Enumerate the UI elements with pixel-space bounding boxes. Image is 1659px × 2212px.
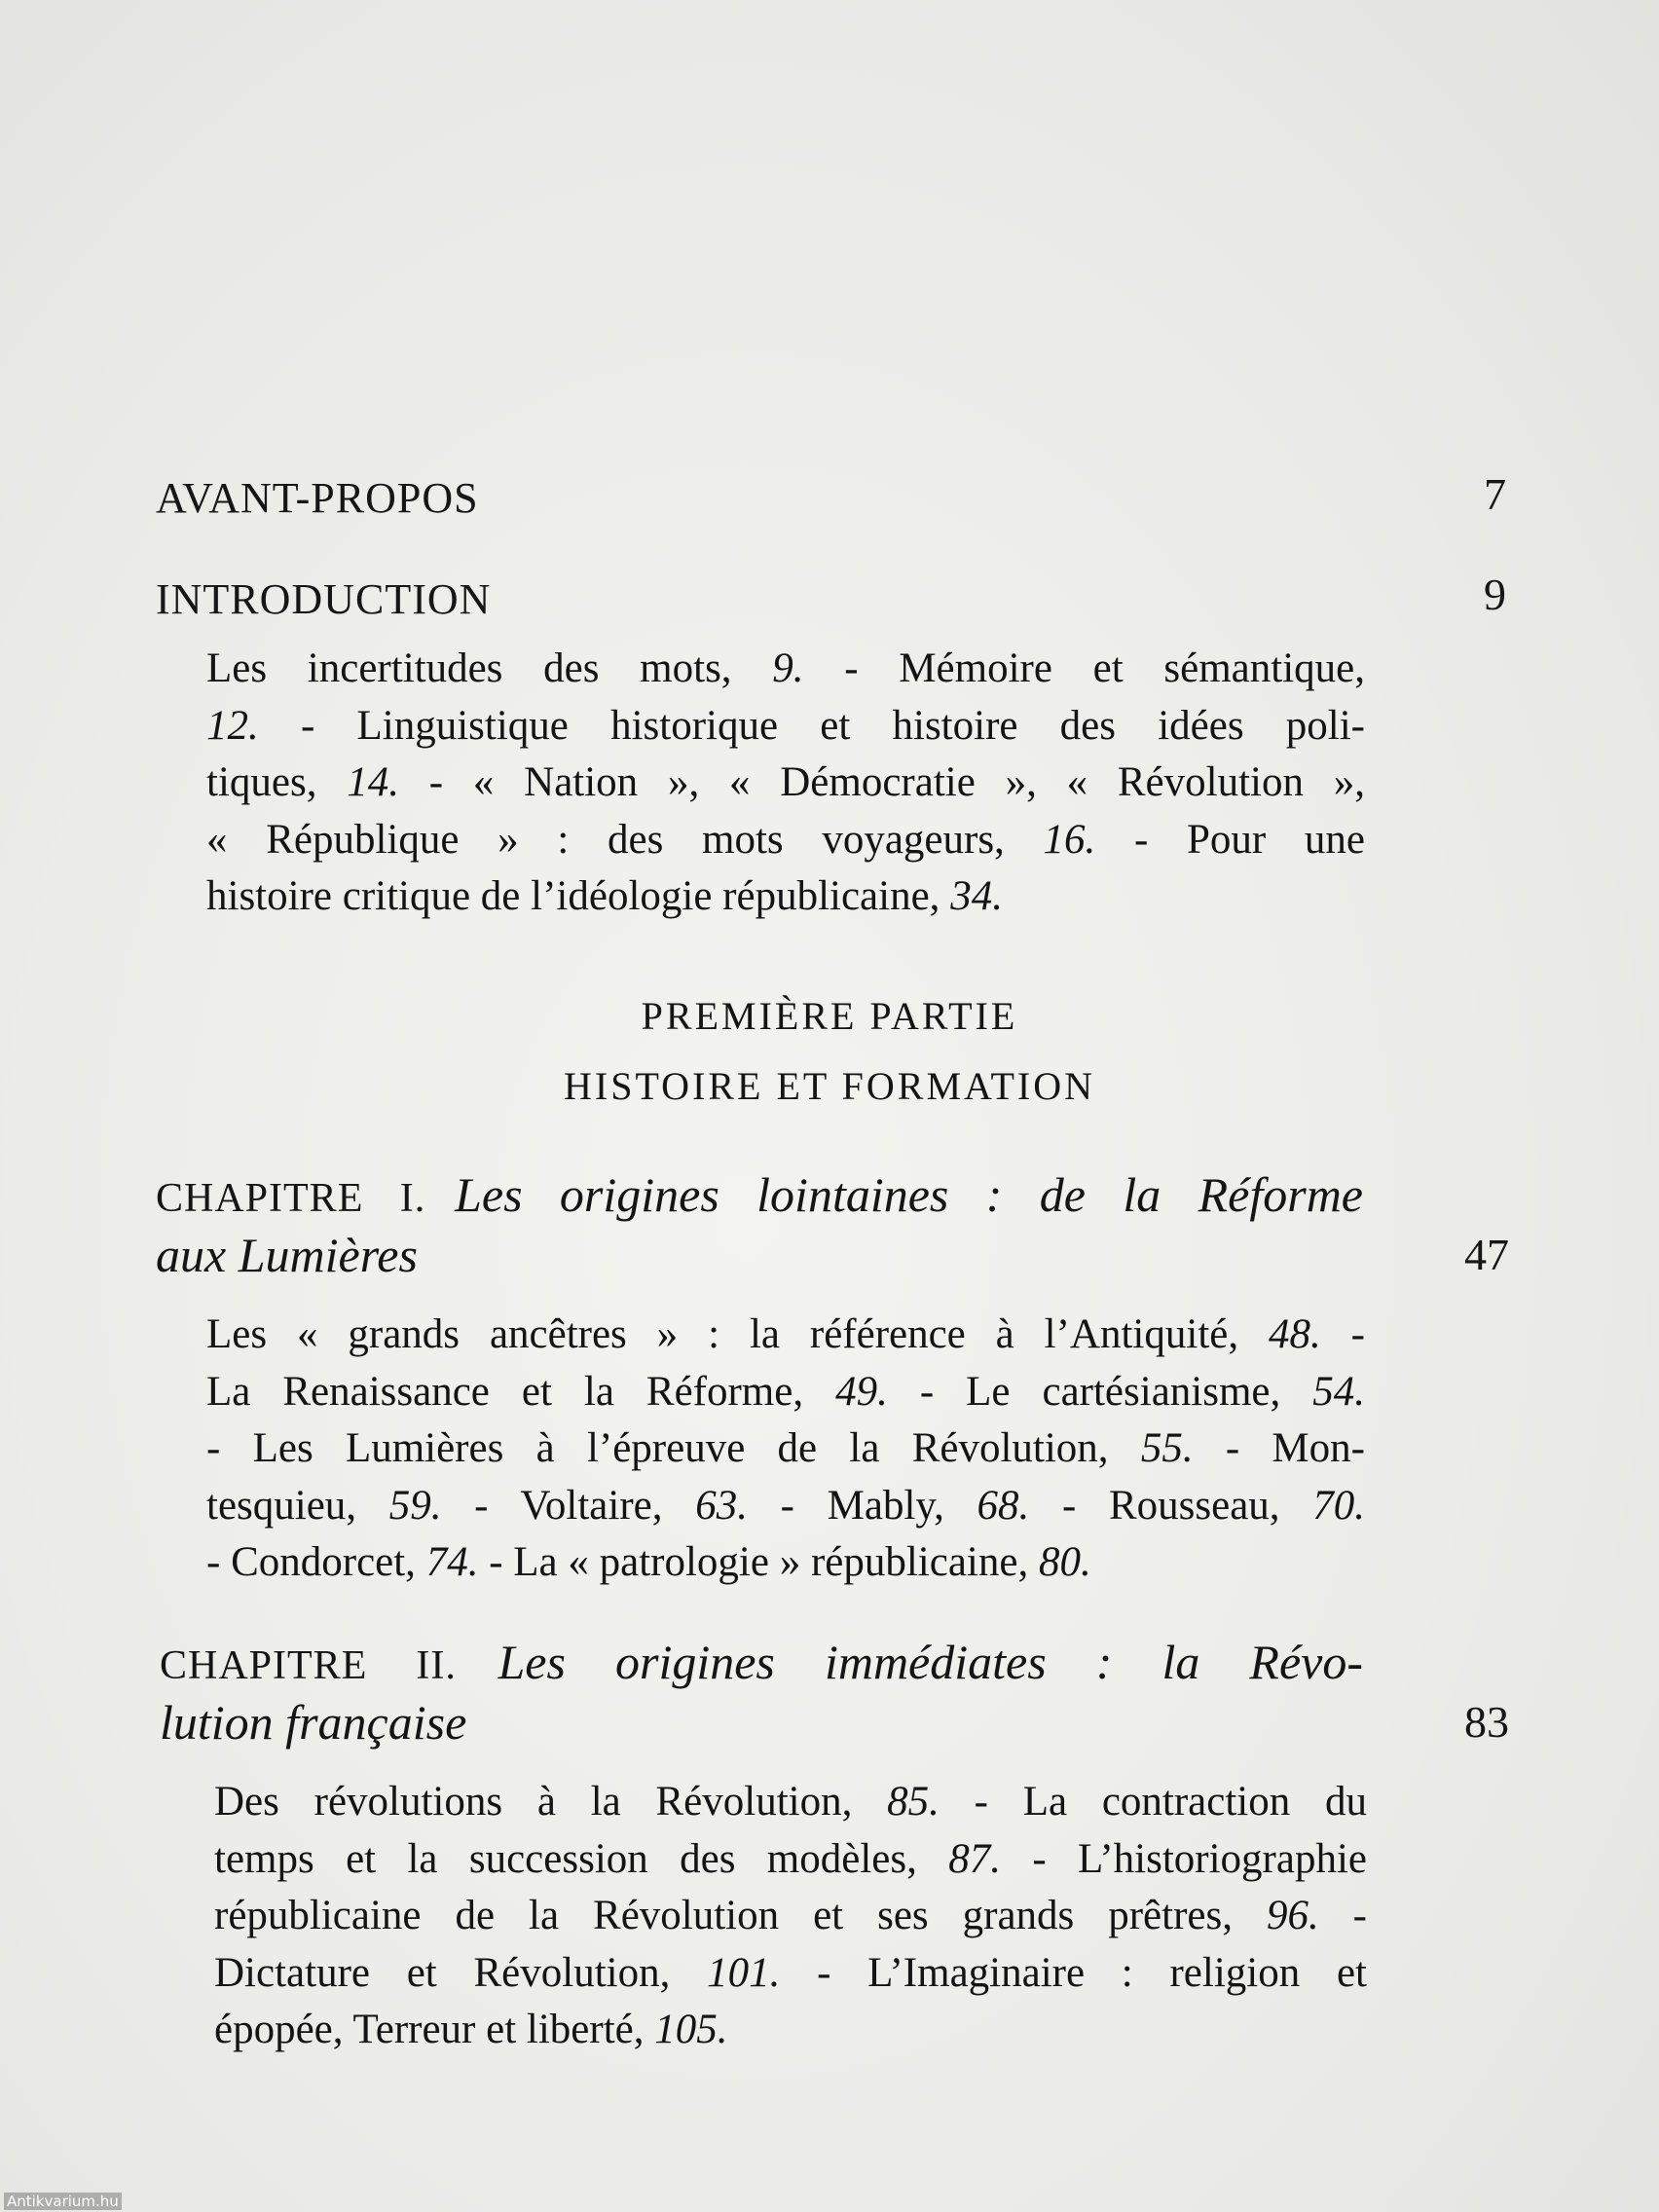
page-reference: 49. [835,1368,888,1415]
chapter-1-summary [206,1307,1365,1592]
summary-line [214,1945,1367,2003]
page-reference: 55. [1140,1425,1194,1471]
summary-text: - Pour une [1095,816,1365,863]
page-reference: 105. [654,2007,728,2052]
summary-text: - Condorcet, [206,1539,426,1585]
summary-text: - Mémoire et sémantique, [803,645,1365,691]
introduction-summary [206,641,1365,926]
chapter-2-title-line-2: lution française [160,1695,467,1750]
summary-line [214,2002,1367,2059]
summary-text: Des révolutions à la Révolution, [214,1779,888,1825]
summary-line [206,812,1365,869]
summary-text: - Le cartésianisme, [887,1368,1313,1415]
summary-text: - La contraction du [939,1779,1367,1825]
part-number: PREMIÈRE PARTIE [641,994,1018,1038]
page-reference: 80. [1038,1539,1091,1585]
page-reference: 14. [347,759,399,805]
summary-line [206,1534,1365,1592]
page-reference: 96. [1266,1893,1319,1938]
summary-text: Dictature et Révolution, [214,1949,708,1996]
summary-line [214,1774,1367,1831]
watermark: Antikvarium.hu [4,2193,122,2210]
summary-line [206,755,1365,812]
chapter-2-heading [160,1632,1363,1752]
summary-line [206,1364,1365,1421]
summary-text: Les incertitudes des mots, [206,645,773,691]
summary-text: - Mon- [1193,1425,1365,1471]
summary-line [214,1888,1367,1945]
avant-propos-page-number: 7 [1484,469,1506,519]
summary-text: La Renaissance et la Réforme, [206,1368,836,1415]
summary-line [206,1478,1365,1535]
summary-text: tiques, [206,759,348,805]
introduction-page-number: 9 [1484,570,1506,619]
page-reference: 59. [388,1482,442,1529]
summary-text: épopée, Terreur et liberté, [214,2007,655,2052]
page-reference: 74. [425,1539,479,1585]
summary-line [206,1420,1365,1478]
summary-text: - [1318,1893,1367,1938]
summary-text: tesquieu, [206,1482,389,1529]
page-reference: 70. [1312,1482,1365,1529]
introduction-label: INTRODUCTION [156,575,492,623]
chapter-1-page-number: 47 [1464,1230,1509,1279]
summary-text: histoire critique de l’idéologie républicaine, [206,873,951,919]
summary-text: - [1320,1311,1365,1357]
page-reference: 48. [1269,1311,1321,1357]
page-reference: 63. [695,1482,748,1529]
page-reference: 54. [1312,1368,1365,1415]
summary-text: - L’Imaginaire : religion et [780,1949,1368,1996]
part-title: HISTOIRE ET FORMATION [564,1064,1095,1108]
page-reference: 12. [206,702,259,749]
summary-line [206,1307,1365,1364]
summary-text: - Mably, [747,1482,977,1529]
page-reference: 16. [1043,816,1096,863]
summary-text: - La « patrologie » républicaine, [478,1539,1039,1585]
page-reference: 87. [948,1835,1001,1882]
chapter-1-title-line-1: Les origines lointaines : de la Réforme [455,1167,1363,1222]
summary-text: - L’historiographie [1000,1835,1367,1882]
chapter-2-title-line-1: Les origines immédiates : la Révo- [498,1635,1364,1689]
summary-line [206,868,1365,926]
chapter-1-title-line-2: aux Lumières [156,1228,418,1282]
summary-text: républicaine de la Révolution et ses grands prêtres, [214,1893,1267,1938]
summary-line [206,698,1365,756]
avant-propos-label: AVANT-PROPOS [156,474,479,522]
summary-text: - Voltaire, [441,1482,696,1529]
page-reference: 9. [772,645,804,691]
chapter-2-page-number: 83 [1464,1697,1509,1747]
summary-text: temps et la succession des modèles, [214,1835,949,1882]
summary-line [214,1831,1367,1889]
summary-text: - Linguistique historique et histoire des idées poli- [258,702,1365,749]
chapter-1-heading [156,1164,1363,1285]
page-reference: 85. [887,1779,940,1825]
chapter-2-summary [214,1774,1367,2059]
summary-text: « République » : des mots voyageurs, [206,816,1044,863]
page-reference: 101. [707,1949,781,1996]
summary-text: - Les Lumières à l’épreuve de la Révolution, [206,1425,1141,1471]
summary-line [206,641,1365,698]
page-reference: 68. [977,1482,1030,1529]
chapter-2-label: CHAPITRE II. [160,1643,457,1688]
page-reference: 34. [950,873,1003,919]
summary-text: - Rousseau, [1029,1482,1313,1529]
summary-text: Les « grands ancêtres » : la référence à l’Antiquité, [206,1311,1270,1357]
chapter-1-label: CHAPITRE I. [156,1176,426,1221]
summary-text: - « Nation », « Démocratie », « Révolution », [399,759,1366,805]
